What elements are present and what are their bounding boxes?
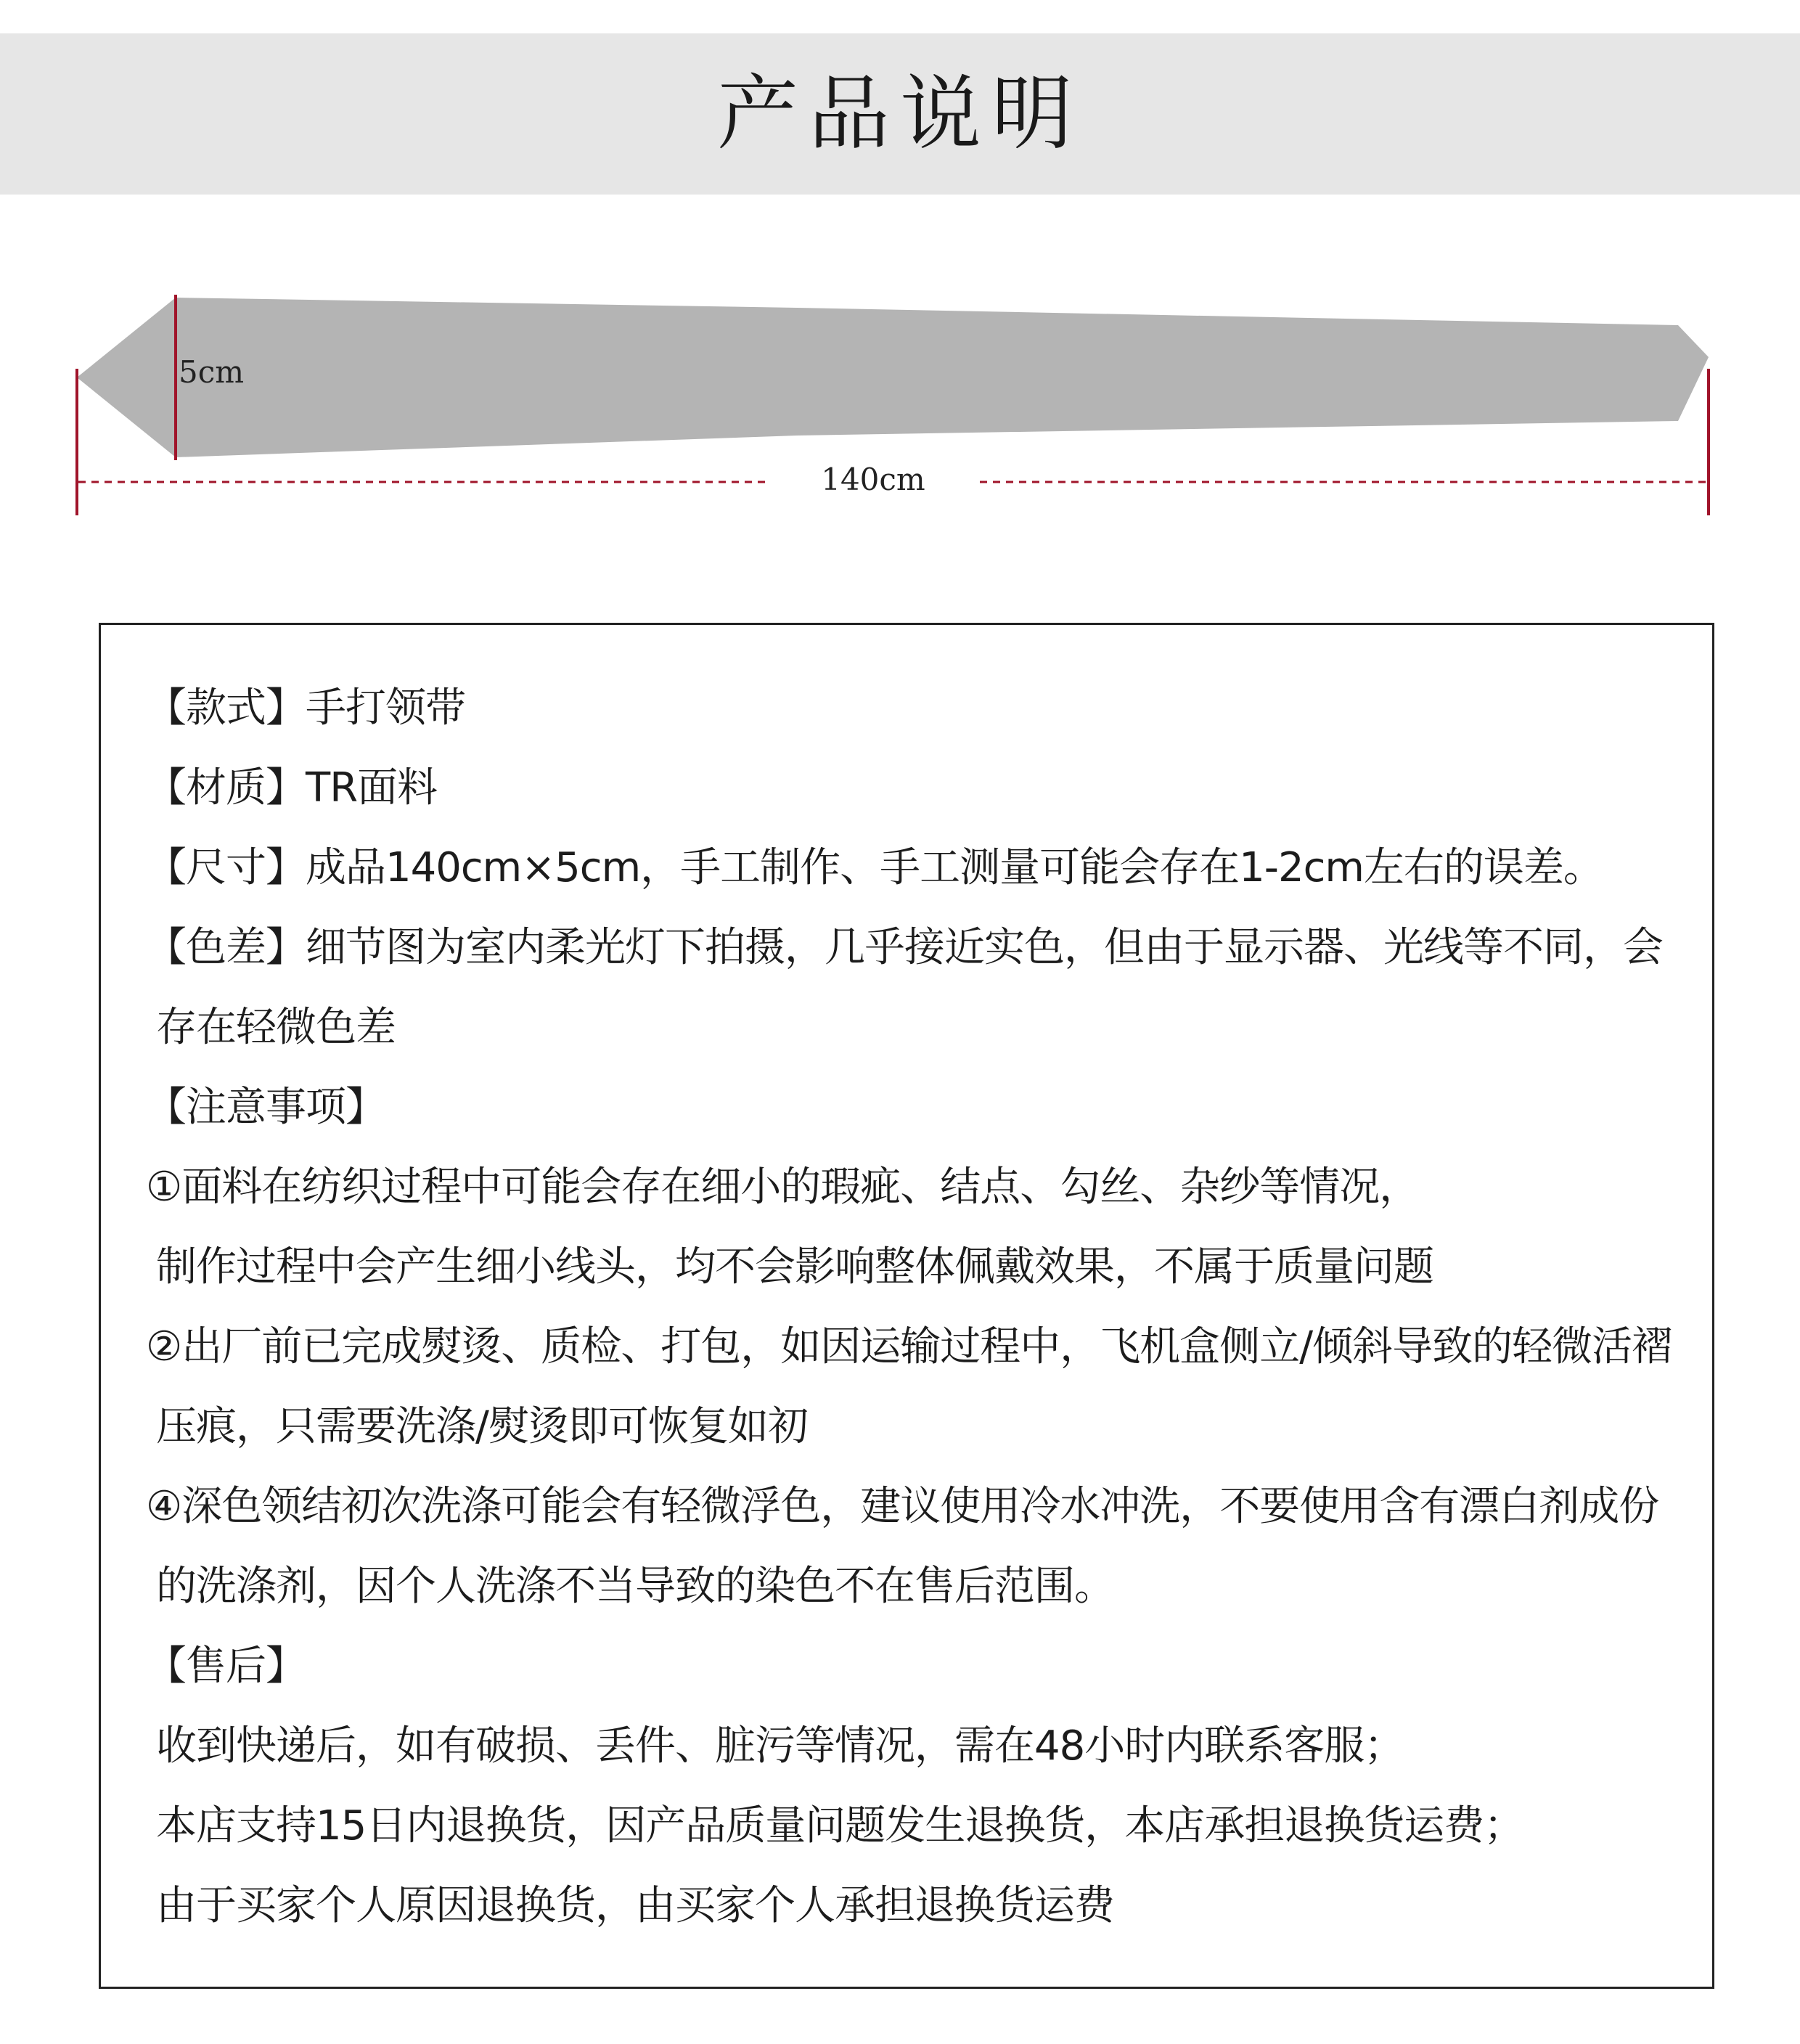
aftersale-3: 由于买家个人原因退换货，由买家个人承担退换货运费 bbox=[156, 1882, 1114, 1929]
spec-color-diff-cont: 存在轻微色差 bbox=[156, 1004, 396, 1051]
notes-heading: 【注意事项】 bbox=[146, 1084, 385, 1131]
spec-size: 【尺寸】成品140cm×5cm，手工制作、手工测量可能会存在1-2cm左右的误差。 bbox=[146, 844, 1603, 891]
aftersale-2: 本店支持15日内退换货，因产品质量问题发生退换货，本店承担退换货运费； bbox=[156, 1802, 1524, 1849]
note-4: ④深色领结初次洗涤可能会有轻微浮色，建议使用冷水冲洗，不要使用含有漂白剂成份 bbox=[146, 1483, 1659, 1530]
spec-style: 【款式】手打领带 bbox=[146, 684, 465, 732]
note-2-cont: 压痕，只需要洗涤/熨烫即可恢复如初 bbox=[156, 1403, 808, 1450]
note-2: ②出厂前已完成熨烫、质检、打包，如因运输过程中，飞机盒侧立/倾斜导致的轻微活褶 bbox=[146, 1323, 1672, 1370]
width-label: 5cm bbox=[179, 354, 245, 390]
spec-color-diff: 【色差】细节图为室内柔光灯下拍摄，几乎接近实色，但由于显示器、光线等不同，会 bbox=[146, 924, 1663, 971]
spec-material: 【材质】TR面料 bbox=[146, 764, 438, 812]
tie-diagram-svg bbox=[0, 276, 1800, 537]
note-4-cont: 的洗涤剂，因个人洗涤不当导致的染色不在售后范围。 bbox=[156, 1563, 1114, 1610]
page-title: 产品说明 bbox=[717, 67, 1083, 161]
note-1: ①面料在纺织过程中可能会存在细小的瑕疵、结点、勾丝、杂纱等情况， bbox=[146, 1164, 1420, 1211]
aftersale-1: 收到快递后，如有破损、丢件、脏污等情况，需在48小时内联系客服； bbox=[156, 1722, 1404, 1770]
length-label: 140cm bbox=[769, 462, 977, 497]
tie-diagram bbox=[0, 276, 1800, 537]
tie-shape bbox=[77, 298, 1709, 457]
note-1-cont: 制作过程中会产生细小线头，均不会影响整体佩戴效果，不属于质量问题 bbox=[156, 1243, 1433, 1291]
aftersale-heading: 【售后】 bbox=[146, 1643, 306, 1690]
product-info-box bbox=[99, 623, 1714, 1989]
